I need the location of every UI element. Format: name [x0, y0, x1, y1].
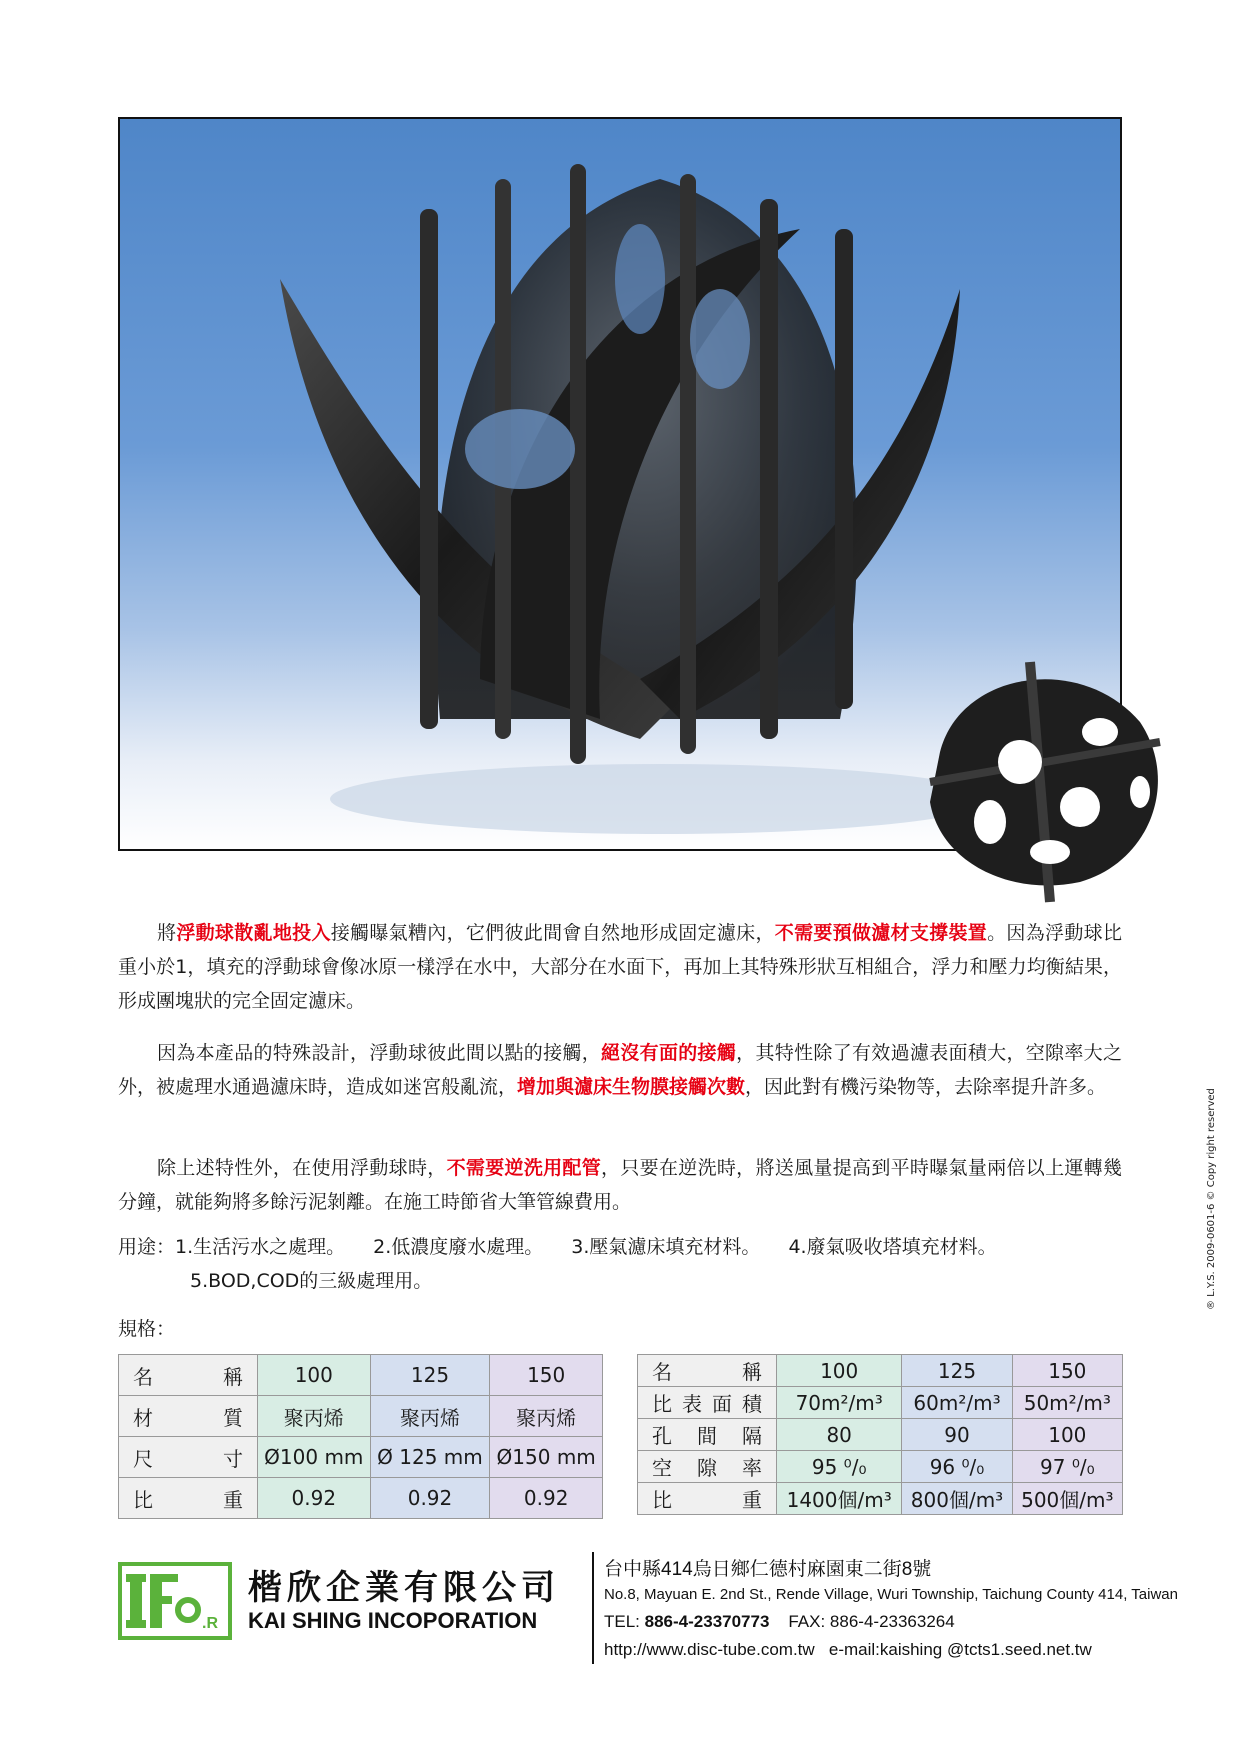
table-cell: 96 ⁰/₀: [902, 1451, 1012, 1483]
row-header: 尺寸: [119, 1437, 258, 1478]
table-cell: 150: [490, 1355, 603, 1396]
row-header: 比重: [119, 1478, 258, 1519]
tel-label: TEL:: [604, 1612, 640, 1631]
row-header: 孔間隔: [638, 1419, 777, 1451]
uses-row-2: [118, 1264, 1025, 1298]
table-cell: Ø100 mm: [258, 1437, 371, 1478]
table-cell: 125: [370, 1355, 490, 1396]
spec-label: 規格：: [118, 1318, 176, 1340]
table-cell: 50m²/m³: [1012, 1387, 1122, 1419]
table-row: [638, 1451, 1123, 1483]
row-header: 空隙率: [638, 1451, 777, 1483]
email-link[interactable]: kaishing @tcts1.seed.net.tw: [879, 1640, 1092, 1659]
table-row: [119, 1355, 603, 1396]
table-row: [638, 1387, 1123, 1419]
use-item: 5.BOD,COD的三級處理用。: [190, 1270, 433, 1292]
table-cell: 1400個/m³: [777, 1483, 902, 1515]
table-row: [119, 1437, 603, 1478]
uses-section: [118, 1230, 1025, 1298]
address-zh: 台中縣414烏日鄉仁德村麻園東二街8號: [604, 1559, 932, 1580]
table-row: [638, 1483, 1123, 1515]
table-cell: 97 ⁰/₀: [1012, 1451, 1122, 1483]
table-cell: 90: [902, 1419, 1012, 1451]
use-item: 1.生活污水之處理。: [175, 1236, 346, 1258]
text: 除上述特性外，在使用浮動球時，: [157, 1157, 447, 1179]
table-cell: 0.92: [258, 1478, 371, 1519]
uses-row-1: [118, 1230, 1025, 1264]
table-row: [638, 1419, 1123, 1451]
text: 因為本產品的特殊設計，浮動球彼此間以點的接觸，: [157, 1042, 602, 1064]
fax-number: 886-4-23363264: [829, 1612, 955, 1631]
table-cell: 800個/m³: [902, 1483, 1012, 1515]
uses-label: 用途：: [118, 1236, 176, 1258]
use-item: 2.低濃度廢水處理。: [373, 1236, 544, 1258]
email-label: e-mail:: [828, 1640, 880, 1659]
divider: [592, 1552, 594, 1664]
text: 。因為浮動球比重小於1，填充的浮動球會像冰原一樣浮在水中，大部分在水面下，再加上其特殊形狀互相組合，浮力和壓力均衡結果，形成團塊狀的完全固定濾床。: [118, 922, 1122, 1012]
text: ，只要在逆洗時，將送風量提高到平時曝氣量兩倍以上運轉幾分鐘，就能夠將多餘污泥剝離。在施工時節省大筆管線費用。: [118, 1157, 1122, 1213]
highlight-text: 絕沒有面的接觸: [601, 1042, 737, 1064]
intro-paragraph-2: [118, 1036, 1122, 1104]
copyright-notice: ® L.Y.S. 2009-0601-6 © Copy right reserved: [1206, 1088, 1217, 1310]
web-email: [604, 1640, 1092, 1660]
table-cell: 60m²/m³: [902, 1387, 1012, 1419]
text: ，因此對有機污染物等，去除率提升許多。: [745, 1076, 1107, 1098]
company-name-en: KAI SHING INCOPORATION: [248, 1608, 538, 1633]
row-header: 材質: [119, 1396, 258, 1437]
table-cell: 125: [902, 1355, 1012, 1387]
table-row: [638, 1355, 1123, 1387]
table-cell: 500個/m³: [1012, 1483, 1122, 1515]
text: 將: [157, 922, 177, 944]
svg-text:.R: .R: [202, 1615, 218, 1632]
table-cell: 95 ⁰/₀: [777, 1451, 902, 1483]
phone-fax: [604, 1612, 955, 1632]
highlight-text: 不需要逆洗用配管: [446, 1157, 602, 1179]
highlight-text: 不需要預做濾材支撐裝置: [774, 922, 988, 944]
table-cell: 100: [777, 1355, 902, 1387]
row-header: 名稱: [119, 1355, 258, 1396]
table-cell: Ø150 mm: [490, 1437, 603, 1478]
row-header: 比表面積: [638, 1387, 777, 1419]
text: 接觸曝氣糟內，它們彼此間會自然地形成固定濾床，: [330, 922, 775, 944]
company-name-zh: 楷欣企業有限公司: [248, 1568, 560, 1608]
table-row: [119, 1396, 603, 1437]
table-cell: 0.92: [490, 1478, 603, 1519]
row-header: 名稱: [638, 1355, 777, 1387]
table-cell: 150: [1012, 1355, 1122, 1387]
table-cell: 100: [1012, 1419, 1122, 1451]
address-en: No.8, Mayuan E. 2nd St., Rende Village, Wuri Township, Taichung County 414, Taiwan: [604, 1586, 1178, 1603]
spec-table-1: [118, 1354, 603, 1519]
website-link[interactable]: http://www.disc-tube.com.tw: [604, 1640, 815, 1659]
table-cell: 聚丙烯: [370, 1396, 490, 1437]
table-cell: 聚丙烯: [490, 1396, 603, 1437]
row-header: 比重: [638, 1483, 777, 1515]
fax-label: FAX:: [788, 1612, 826, 1631]
text: ，其特性除了有效過濾表面積大，空隙率大之外，被處理水通過濾床時，造成如迷宮般亂流，: [118, 1042, 1122, 1098]
table-cell: Ø 125 mm: [370, 1437, 490, 1478]
highlight-text: 增加與濾床生物膜接觸次數: [517, 1076, 746, 1098]
table-cell: 聚丙烯: [258, 1396, 371, 1437]
table-cell: 80: [777, 1419, 902, 1451]
company-logo: [118, 1562, 232, 1640]
table-cell: 100: [258, 1355, 371, 1396]
intro-paragraph-3: [118, 1151, 1122, 1219]
table-row: [119, 1478, 603, 1519]
table-cell: 0.92: [370, 1478, 490, 1519]
intro-paragraph-1: [118, 916, 1122, 1018]
floating-ball-small-image: [900, 632, 1180, 912]
spec-table-2: [637, 1354, 1123, 1515]
table-cell: 70m²/m³: [777, 1387, 902, 1419]
tel-number: 886-4-23370773: [644, 1612, 770, 1631]
use-item: 4.廢氣吸收塔填充材料。: [788, 1236, 997, 1258]
use-item: 3.壓氣濾床填充材料。: [571, 1236, 761, 1258]
highlight-text: 浮動球散亂地投入: [176, 922, 331, 944]
